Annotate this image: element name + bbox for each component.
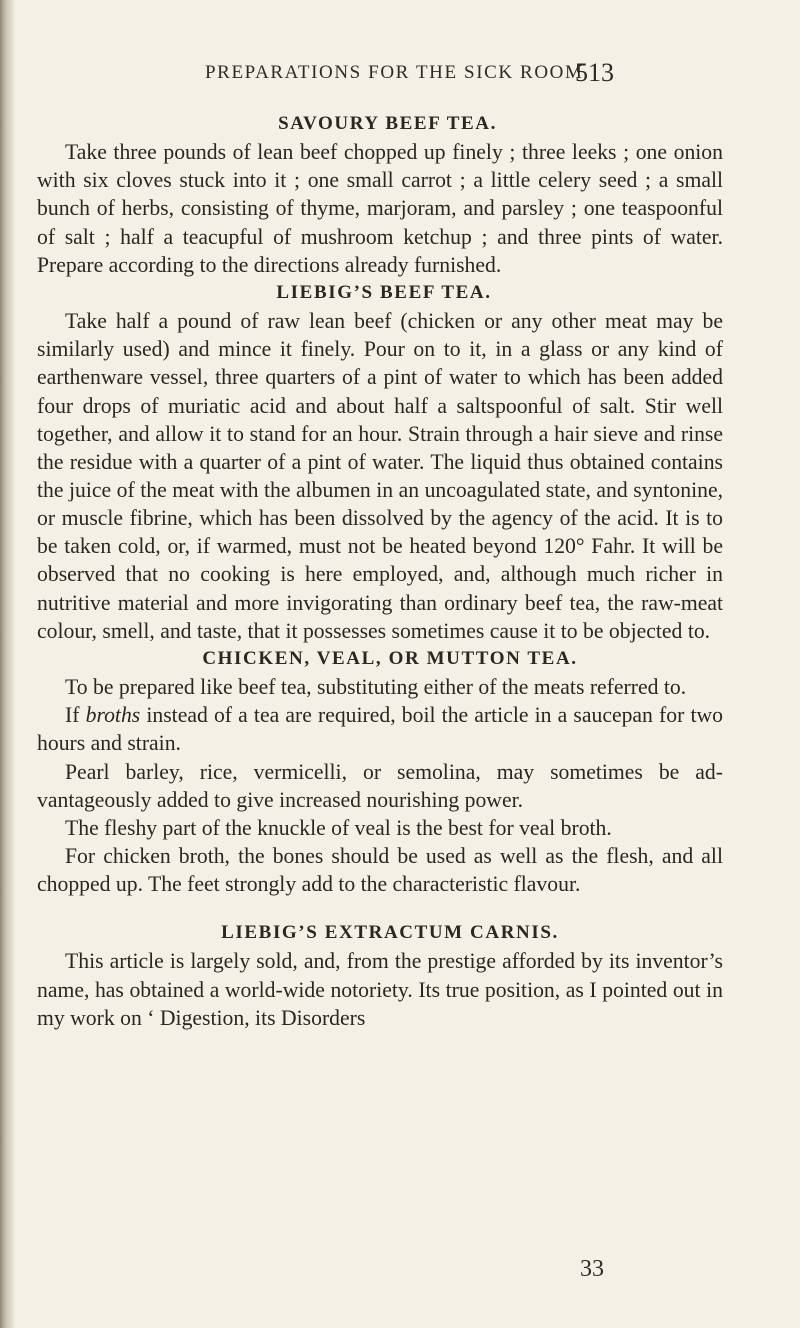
running-head xyxy=(0,58,800,94)
section-heading-liebigs-extractum-carnis: LIEBIG’S EXTRACTUM CARNIS. xyxy=(221,922,559,944)
paragraph-savoury-beef-tea: Take three pounds of lean beef chopped up finely ; three leeks ; one onion with six cloves stuck into it ; one small carrot ; a little celery seed ; a small bunch of herbs, consisting of thyme, marjoram, and parsley ; one teaspoonful of salt ; half a teacupful of mushroom ketchup ; and three pints of water. Prepare according to the directions already furnished. xyxy=(37,140,723,277)
paragraph-chicken-tea: To be prepared like beef tea, substituting either of the meats referred to. xyxy=(65,675,687,700)
running-title: PREPARATIONS FOR THE SICK ROOM. xyxy=(205,62,590,83)
page-body xyxy=(37,110,723,1032)
broths-italic: broths xyxy=(85,703,141,728)
paragraph-pearl-barley: Pearl barley, rice, vermicelli, or semolina, may sometimes be advantageously added to give increased nourishing power. xyxy=(37,759,723,812)
paragraph-extractum-carnis: This article is largely sold, and, from the prestige afforded by its inventor’s name, has obtained a world-wide notoriety. Its true position, as I pointed out in my work on ‘ Digestion, its Disorders xyxy=(37,949,723,1030)
section-heading-liebigs-beef-tea: LIEBIG’S BEEF TEA. xyxy=(276,281,492,303)
section-heading-chicken-veal-mutton-tea: CHICKEN, VEAL, OR MUTTON TEA. xyxy=(202,647,578,669)
broths-text-rest: instead of a tea are required, boil the article in a saucepan for two hours and strain. xyxy=(37,703,723,756)
signature-mark: 33 xyxy=(580,1256,604,1282)
broths-text-start: If xyxy=(65,703,86,728)
paragraph-chicken-broth: For chicken broth, the bones should be used as well as the flesh, and all chopped up. The feet strongly add to the characteristic flavour. xyxy=(37,844,723,897)
section-heading-savoury-beef-tea: SAVOURY BEEF TEA. xyxy=(278,113,497,134)
paragraph-liebigs-beef-tea: Take half a pound of raw lean beef (chicken or any other meat may be similarly used) and mince it finely. Pour on to it, in a glass or any kind of earthenware vessel, three quarters of a pint of water to which has been added four drops of muriatic acid and about half a saltspoonful of salt. Stir well together, and allow it to stand for an hour. Strain through a hair sieve and rinse the residue with a quarter of a pint of water. The liquid thus obtained contains the juice of the meat with the albumen in an uncoagulated state, and syntonine, or muscle fibrine, which has been dissolved by the agency of the acid. It is to be taken cold, or, if warmed, must not be heated beyond 120° Fahr. It will be observed that no cooking is here employed, and, although much richer in nutritive material and more invigorating than ordinary beef tea, the raw-meat colour, smell, and taste, that it possesses sometimes cause it to be objected to. xyxy=(37,309,723,643)
paragraph-broths xyxy=(37,701,723,757)
paragraph-veal-broth: The fleshy part of the knuckle of veal is the best for veal broth. xyxy=(65,815,612,840)
page-number: 513 xyxy=(575,58,614,87)
